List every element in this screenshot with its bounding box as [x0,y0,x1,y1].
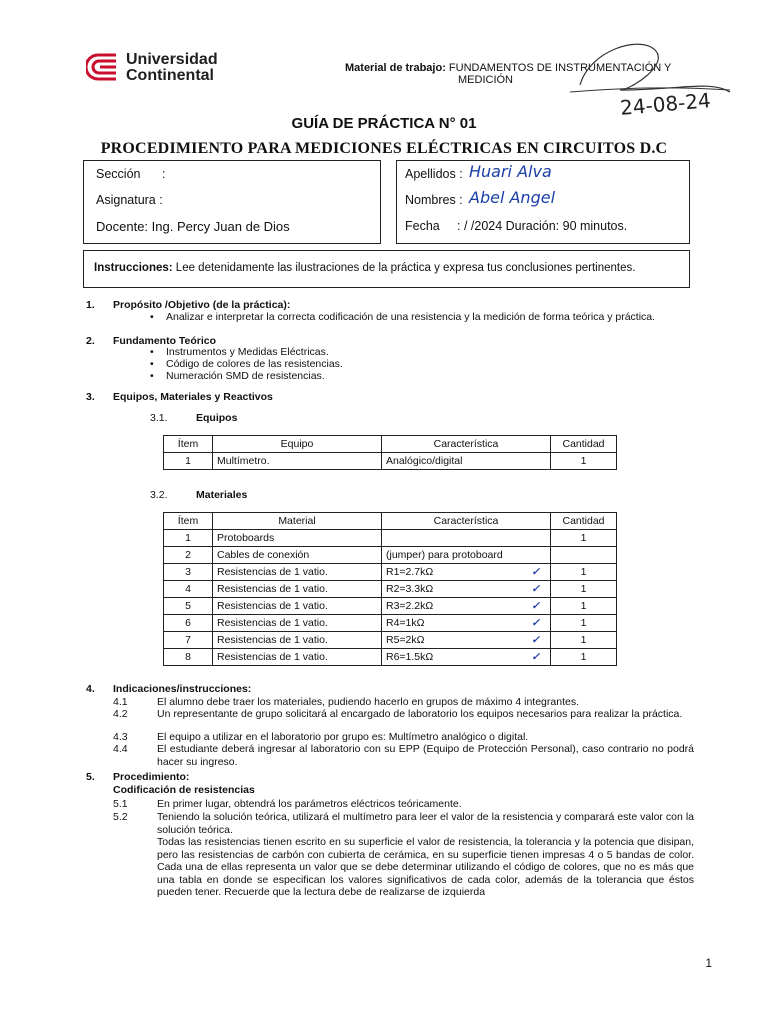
table-cell: 3 [164,564,213,581]
header-cell: Característica [382,436,551,453]
table-cell: 1 [551,615,617,632]
docente-field: Docente: Ing. Percy Juan de Dios [96,219,290,234]
section-3-title: Equipos, Materiales y Reactivos [113,391,273,403]
table-cell: 5 [164,598,213,615]
table-cell: Protoboards [213,530,382,547]
table-cell: 1 [164,453,213,470]
table-cell: Resistencias de 1 vatio. [213,649,382,666]
seccion-label: Sección : [96,167,166,181]
item-5-1-text: En primer lugar, obtendrá los parámetros eléctricos teóricamente. [157,798,462,810]
check-mark-icon: ✓ [531,583,540,595]
item-5-1-number: 5.1 [113,798,128,810]
table-row [164,581,617,598]
header-cell: Material [213,513,382,530]
item-4-3-number: 4.3 [113,731,128,743]
table-cell: 1 [551,649,617,666]
university-name: Universidad Continental [126,51,218,84]
fecha-label: Fecha [405,219,440,233]
table-cell: 8 [164,649,213,666]
section-3-1-title: Equipos [196,412,238,424]
handwritten-date: 24-08-24 [619,88,712,120]
table-cell: Resistencias de 1 vatio. [213,632,382,649]
table-row [164,547,617,564]
table-cell: 2 [164,547,213,564]
instructions-label: Instrucciones: [94,262,173,274]
page-number: 1 [705,956,712,970]
section-1-title: Propósito /Objetivo (de la práctica): [113,299,291,311]
form-right-box [396,160,690,244]
table-cell: 6 [164,615,213,632]
item-4-4-number: 4.4 [113,743,128,755]
section-3-2-title: Materiales [196,489,248,501]
table-row [164,632,617,649]
nombres-label: Nombres : [405,193,463,207]
table-cell: R6=1.5kΩ ✓ [382,649,551,666]
list-item: • Instrumentos y Medidas Eléctricas. [148,346,343,358]
asignatura-label: Asignatura : [96,193,163,207]
check-mark-icon: ✓ [531,634,540,646]
table-cell: 1 [551,632,617,649]
section-4-title: Indicaciones/instrucciones: [113,683,252,695]
table-row [164,649,617,666]
equipos-table [163,435,617,470]
section-1-number: 1. [86,299,95,311]
section-2-number: 2. [86,335,95,347]
body-paragraph: Todas las resistencias tienen escrito en su superficie el valor de resistencia, la tolerancia y la potencia que disipan, pero las resistencias de carbón con cubierta de cerámica, en su superficie tienen impresas 4 o 5 bandas de color. Cada una de ellas representa un valor que se debe determinar utilizando el código de colores, que no es más que una tabla en donde se especifican los valores significativos de cada color, además de la tolerancia que éstos pueden tener. Recuerde que la lectura debe de realizarse de izquierda [157,836,694,898]
nombres-value: Abel Angel [469,188,556,207]
table-cell: Multímetro. [213,453,382,470]
header-cell: Ítem [164,436,213,453]
header-cell: Cantidad [551,436,617,453]
header-cell: Característica [382,513,551,530]
table-cell: (jumper) para protoboard [382,547,551,564]
item-4-3-text: El equipo a utilizar en el laboratorio por grupo es: Multímetro analógico o digital. [157,731,529,743]
table-cell: Analógico/digital [382,453,551,470]
section-2-list [148,346,343,382]
table-row [164,564,617,581]
check-mark-icon: ✓ [531,566,540,578]
item-4-2-number: 4.2 [113,708,128,720]
section-1-list [148,311,655,323]
material-header: Material de trabajo: FUNDAMENTOS DE INSTRUMENTACIÓN Y MEDICIÓN [345,62,672,86]
table-row [164,615,617,632]
table-cell: Resistencias de 1 vatio. [213,564,382,581]
table-header-row [164,513,617,530]
section-3-2-number: 3.2. [150,489,168,501]
table-cell [551,547,617,564]
table-cell: 1 [551,598,617,615]
table-cell: 1 [551,453,617,470]
table-cell: R2=3.3kΩ ✓ [382,581,551,598]
table-row [164,453,617,470]
section-3-1-number: 3.1. [150,412,168,424]
guide-title: GUÍA DE PRÁCTICA N° 01 [291,115,477,132]
table-cell: Cables de conexión [213,547,382,564]
header-cell: Ítem [164,513,213,530]
section-2-title: Fundamento Teórico [113,335,217,347]
check-mark-icon: ✓ [531,651,540,663]
table-cell: R1=2.7kΩ ✓ [382,564,551,581]
table-row [164,598,617,615]
check-mark-icon: ✓ [531,617,540,629]
university-logo-icon [86,50,120,84]
guide-subtitle: PROCEDIMIENTO PARA MEDICIONES ELÉCTRICAS EN CIRCUITOS D.C [100,140,668,157]
table-cell: 7 [164,632,213,649]
instructions-box [83,250,690,288]
instructions-text: Lee detenidamente las ilustraciones de la práctica y expresa tus conclusiones pertinentes. [172,262,636,274]
section-5-title: Procedimiento: [113,771,190,783]
section-3-number: 3. [86,391,95,403]
item-4-2-text: Un representante de grupo solicitará al encargado de laboratorio los equipos necesarios para realizar la práctica. [157,708,683,720]
table-cell: 1 [551,530,617,547]
table-cell: 4 [164,581,213,598]
item-5-2-text: Teniendo la solución teórica, utilizará el multímetro para leer el valor de la resistencia y comparará este valor con la solución teórica. [157,811,694,836]
table-cell: 1 [551,564,617,581]
table-cell [382,530,551,547]
header-cell: Equipo [213,436,382,453]
table-cell: 1 [164,530,213,547]
apellidos-label: Apellidos : [405,167,463,181]
table-cell: Resistencias de 1 vatio. [213,581,382,598]
section-5-subtitle: Codificación de resistencias [113,784,255,796]
table-header-row [164,436,617,453]
list-item: • Código de colores de las resistencias. [148,358,343,370]
table-cell: Resistencias de 1 vatio. [213,615,382,632]
section-4-number: 4. [86,683,95,695]
fecha-value: : / /2024 Duración: 90 minutos. [457,219,628,233]
item-4-4-text: El estudiante deberá ingresar al laboratorio con su EPP (Equipo de Protección Personal), caso contrario no podrá hacer su ingreso. [157,743,694,768]
table-cell: Resistencias de 1 vatio. [213,598,382,615]
table-cell: R3=2.2kΩ ✓ [382,598,551,615]
check-mark-icon: ✓ [531,600,540,612]
table-cell: R5=2kΩ ✓ [382,632,551,649]
list-item: • Numeración SMD de resistencias. [148,370,343,382]
item-4-1-number: 4.1 [113,696,128,708]
materiales-table [163,512,617,666]
table-cell: 1 [551,581,617,598]
apellidos-value: Huari Alva [469,162,552,181]
table-row [164,530,617,547]
form-left-box [83,160,381,244]
section-5-number: 5. [86,771,95,783]
header-cell: Cantidad [551,513,617,530]
item-5-2-number: 5.2 [113,811,128,823]
item-4-1-text: El alumno debe traer los materiales, pudiendo hacerlo en grupos de máximo 4 integrantes. [157,696,579,708]
table-cell: R4=1kΩ ✓ [382,615,551,632]
list-item: • Analizar e interpretar la correcta codificación de una resistencia y la medición de forma teórica y práctica. [148,311,655,323]
